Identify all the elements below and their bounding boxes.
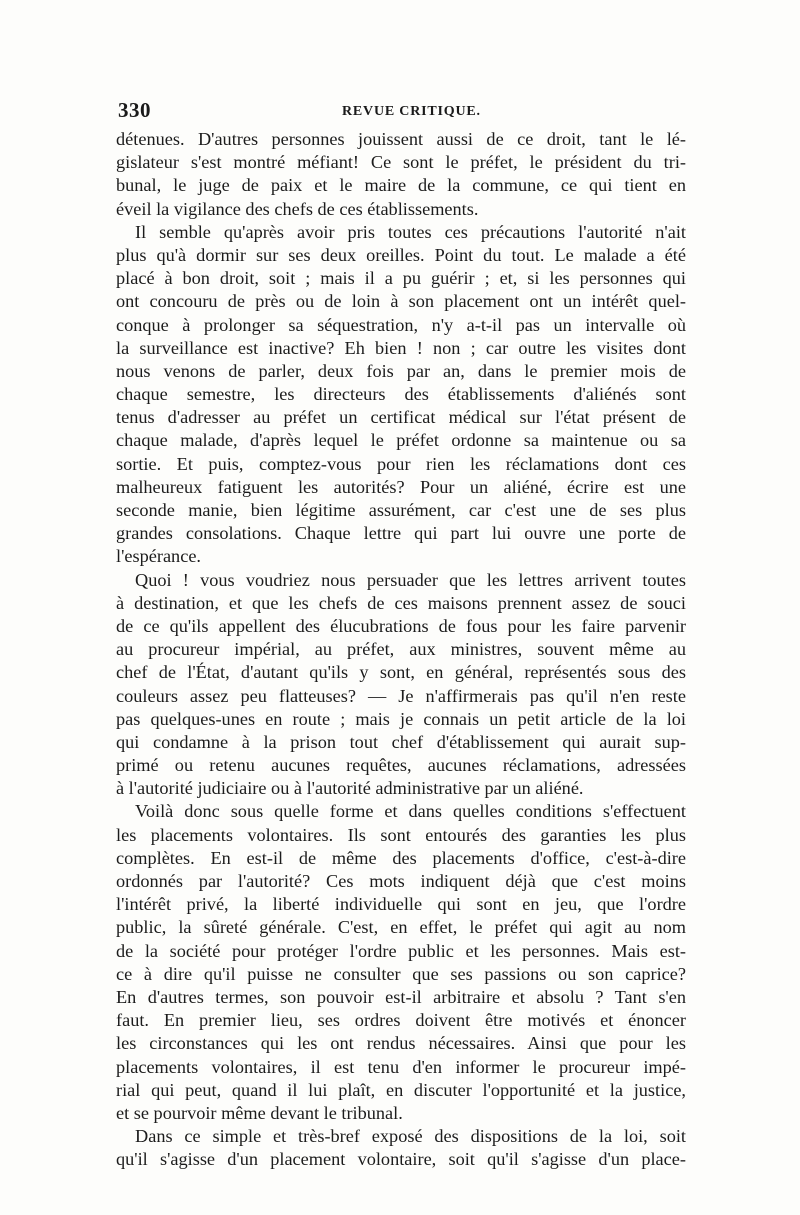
text-line: pas quelques-unes en route ; mais je connais un petit article de la loi (116, 708, 686, 729)
text-line: faut. En premier lieu, ses ordres doivent être motivés et énoncer (116, 1010, 686, 1031)
text-line: de ce qu'ils appellent des élucubrations de fous pour les faire parvenir (116, 615, 686, 636)
text-line: sortie. Et puis, comptez-vous pour rien les réclamations dont ces (116, 453, 686, 474)
text-line: éveil la vigilance des chefs de ces établissements. (116, 198, 479, 219)
text-line: seconde manie, bien légitime assurément, car c'est une de ses plus (116, 500, 686, 520)
text-line: à destination, et que les chefs de ces maisons prennent assez de souci (116, 592, 686, 613)
text-line: bunal, le juge de paix et le maire de la commune, ce qui tient en (116, 175, 686, 196)
text-line: l'intérêt privé, la liberté individuelle qui sont en jeu, que l'ordre (116, 894, 686, 915)
text-line: et se pourvoir même devant le tribunal. (116, 1102, 403, 1123)
body-text (116, 128, 686, 1171)
text-line: Il semble qu'après avoir pris toutes ces précautions l'autorité n'ait (135, 221, 686, 242)
text-line: placé à bon droit, soit ; mais il a pu guérir ; et, si les personnes qui (116, 268, 686, 289)
text-line: détenues. D'autres personnes jouissent aussi de ce droit, tant le lé- (116, 129, 686, 149)
text-line: qui condamne à la prison tout chef d'établissement qui aurait sup- (116, 731, 686, 752)
text-line: rial qui peut, quand il lui plaît, en discuter l'opportunité et la justice, (116, 1079, 686, 1100)
text-line: chef de l'État, d'autant qu'ils y sont, en général, représentés sous des (116, 662, 686, 683)
text-line: grandes consolations. Chaque lettre qui part lui ouvre une porte de (116, 523, 686, 544)
text-line: conque à prolonger sa séquestration, n'y a-t-il pas un intervalle où (116, 314, 686, 335)
page-number: 330 (118, 98, 151, 122)
text-line: Quoi ! vous voudriez nous persuader que les lettres arrivent toutes (135, 569, 686, 590)
text-line: ordonnés par l'autorité? Ces mots indiquent déjà que c'est moins (116, 871, 686, 891)
text-line: les circonstances qui les ont rendus nécessaires. Ainsi que pour les (116, 1033, 686, 1054)
text-line: placements volontaires, il est tenu d'en informer le procureur impé- (116, 1056, 686, 1077)
text-line: au procureur impérial, au préfet, aux ministres, souvent même au (116, 639, 686, 660)
text-line: complètes. En est-il de même des placements d'office, c'est-à-dire (116, 847, 686, 868)
text-line: plus qu'à dormir sur ses deux oreilles. Point du tout. Le malade a été (116, 244, 686, 265)
text-line: malheureux fatiguent les autorités? Pour un aliéné, écrire est une (116, 476, 686, 497)
text-line: nous venons de parler, deux fois par an, dans le premier mois de (116, 360, 686, 381)
text-line: En d'autres termes, son pouvoir est-il arbitraire et absolu ? Tant s'en (116, 986, 686, 1007)
text-line: ce à dire qu'il puisse ne consulter que ses passions ou son caprice? (116, 963, 686, 984)
text-line: l'espérance. (116, 546, 201, 567)
text-line: les placements volontaires. Ils sont entourés des garanties les plus (116, 824, 686, 845)
text-line: couleurs assez peu flatteuses? — Je n'affirmerais pas qu'il n'en reste (116, 685, 686, 706)
text-line: de la société pour protéger l'ordre public et les personnes. Mais est- (116, 940, 686, 961)
text-line: Dans ce simple et très-bref exposé des dispositions de la loi, soit (135, 1126, 686, 1147)
text-line: la surveillance est inactive? Eh bien ! non ; car outre les visites dont (116, 337, 686, 358)
text-line: à l'autorité judiciaire ou à l'autorité administrative par un aliéné. (116, 778, 584, 799)
text-line: chaque malade, d'après lequel le préfet ordonne sa maintenue ou sa (116, 430, 686, 451)
text-line: qu'il s'agisse d'un placement volontaire, soit qu'il s'agisse d'un place- (116, 1149, 686, 1170)
text-line: chaque semestre, les directeurs des établissements d'aliénés sont (116, 384, 686, 405)
text-line: tenus d'adresser au préfet un certificat médical sur l'état présent de (116, 407, 686, 428)
text-line: gislateur s'est montré méfiant! Ce sont le préfet, le président du tri- (116, 152, 686, 173)
text-line: public, la sûreté générale. C'est, en effet, le préfet qui agit au nom (116, 917, 686, 938)
text-line: Voilà donc sous quelle forme et dans quelles conditions s'effectuent (135, 801, 686, 822)
text-line: ont concouru de près ou de loin à son placement ont un intérêt quel- (116, 291, 686, 312)
page-header (118, 98, 684, 122)
running-head: REVUE CRITIQUE. (342, 104, 481, 119)
text-line: primé ou retenu aucunes requêtes, aucunes réclamations, adressées (116, 755, 686, 776)
